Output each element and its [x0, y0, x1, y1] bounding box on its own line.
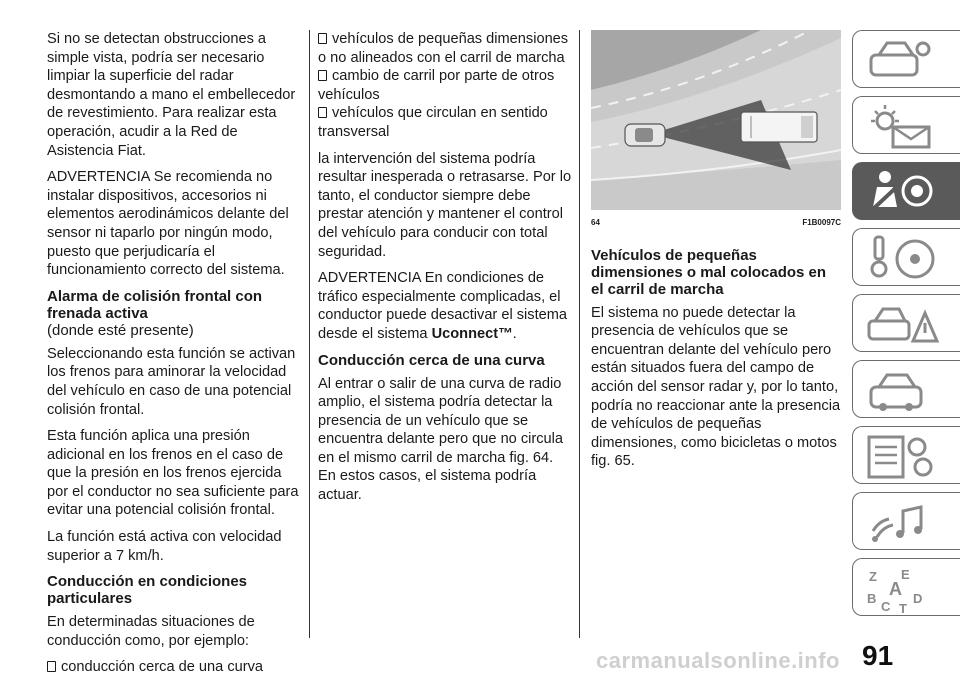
- car-dashboard-icon: [863, 35, 943, 85]
- svg-text:B: B: [867, 591, 877, 606]
- curve-road-illustration: [591, 30, 841, 210]
- warning-lights-icon: [863, 101, 943, 151]
- punctuation: .: [512, 325, 517, 342]
- tab-start-drive[interactable]: [852, 228, 960, 286]
- tab-specs[interactable]: [852, 426, 960, 484]
- paragraph: En determinadas situaciones de conducción como, por ejemplo:: [47, 614, 255, 649]
- column-divider: [309, 30, 310, 638]
- svg-text:D: D: [913, 591, 923, 606]
- checkbox-bullet-icon: [318, 107, 327, 118]
- warning-text: ADVERTENCIA En condiciones de tráfico especialmente complicadas, el conductor puede desactivar el sistema desde el sistema: [318, 270, 568, 342]
- paragraph: El sistema no puede detectar la presencia de vehículos que se encuentran delante del vehículo pero están situados fuera del campo de acción del sensor radar y, por lo tanto, podría no reaccionar ante la presencia de vehículos de pequeñas dimensiones, como bicicletas o motos fig. 65.: [591, 304, 841, 470]
- index-letters-icon: [863, 563, 943, 613]
- safety-airbag-icon: [863, 167, 943, 217]
- paragraph: la intervención del sistema podría resultar inesperada o retrasarse. Por lo tanto, el conductor siempre debe prestar atención y mantener el control del vehículo para conducir con total seguridad.: [318, 150, 572, 260]
- section-heading: Vehículos de pequeñas dimensiones o mal colocados en el carril de marcha: [591, 246, 827, 298]
- tab-dashboard[interactable]: [852, 30, 960, 88]
- warning-paragraph: [318, 269, 574, 343]
- bullet-item: [318, 67, 574, 104]
- paragraph: La función está activa con velocidad superior a 7 km/h.: [47, 529, 282, 564]
- tab-service[interactable]: [852, 360, 960, 418]
- svg-text:E: E: [901, 567, 910, 582]
- heading-text: Alarma de colisión frontal con frenada activa: [47, 287, 263, 322]
- column-2: [318, 30, 574, 513]
- bullet-text: vehículos que circulan en sentido transversal: [318, 105, 548, 140]
- svg-text:T: T: [899, 601, 907, 613]
- bullet-text: cambio de carril por parte de otros vehículos: [318, 68, 555, 103]
- checkbox-bullet-icon: [318, 33, 327, 44]
- bullet-item: [318, 104, 574, 141]
- figure-number: 64: [591, 218, 600, 227]
- svg-text:C: C: [881, 599, 891, 613]
- tab-emergency[interactable]: [852, 294, 960, 352]
- tab-multimedia[interactable]: [852, 492, 960, 550]
- checkbox-bullet-icon: [47, 661, 56, 672]
- figure-caption: [591, 214, 841, 233]
- emergency-icon: [863, 299, 943, 349]
- column-3: [591, 30, 841, 479]
- bullet-text: vehículos de pequeñas dimensiones o no alineados con el carril de marcha: [318, 31, 569, 66]
- paragraph: Seleccionando esta función se activan los frenos para aminorar la velocidad del vehículo en caso de una potencial colisión frontal.: [47, 345, 296, 418]
- car-service-icon: [863, 365, 943, 415]
- multimedia-icon: [863, 497, 943, 547]
- bullet-item: [318, 30, 574, 67]
- section-heading: [47, 288, 299, 339]
- heading-subtitle: (donde esté presente): [47, 321, 194, 339]
- svg-text:Z: Z: [869, 569, 877, 584]
- bullet-item: [47, 658, 299, 677]
- paragraph: Al entrar o salir de una curva de radio amplio, el sistema podría detectar la presencia de un vehículo que se encuentra delante pero que no circula en el mismo carril de marcha fig. 64. En estos casos, el sistema podría actuar.: [318, 375, 564, 504]
- uconnect-term: Uconnect™: [431, 325, 513, 342]
- page-number: 91: [862, 640, 894, 671]
- figure-code: F1B0097C: [802, 218, 841, 227]
- bullet-text: conducción cerca de una curva: [61, 659, 264, 676]
- section-heading: Conducción cerca de una curva: [318, 351, 545, 369]
- section-heading: Conducción en condiciones particulares: [47, 573, 248, 608]
- specs-gears-icon: [863, 431, 943, 481]
- paragraph: Esta función aplica una presión adicional en los frenos en el caso de que la presión en los frenos ejercida por el conductor no sea suficiente para evitar una potencial colisión frontal.: [47, 428, 299, 519]
- tab-safety[interactable]: [852, 162, 960, 220]
- tab-warning-lights[interactable]: [852, 96, 960, 154]
- svg-text:A: A: [889, 579, 902, 599]
- warning-paragraph: ADVERTENCIA Se recomienda no instalar dispositivos, accesorios ni elementos aerodinámicos delante del sensor ni taparlo por ningún modo, puesto que perjudicaría el funcionamiento correcto del sistema.: [47, 169, 289, 279]
- column-1: [47, 30, 299, 677]
- figure-illustration: [591, 30, 841, 210]
- tab-index[interactable]: [852, 558, 960, 616]
- paragraph: Si no se detectan obstrucciones a simple vista, podría ser necesario limpiar la superficie del radar desmontando a mano el embellecedor de revestimiento. Para realizar esta operación, acudir a la Red de Asistencia Fiat.: [47, 31, 296, 159]
- watermark: carmanualsonline.info: [596, 648, 840, 673]
- key-steering-icon: [863, 233, 943, 283]
- column-divider: [579, 30, 580, 638]
- checkbox-bullet-icon: [318, 70, 327, 81]
